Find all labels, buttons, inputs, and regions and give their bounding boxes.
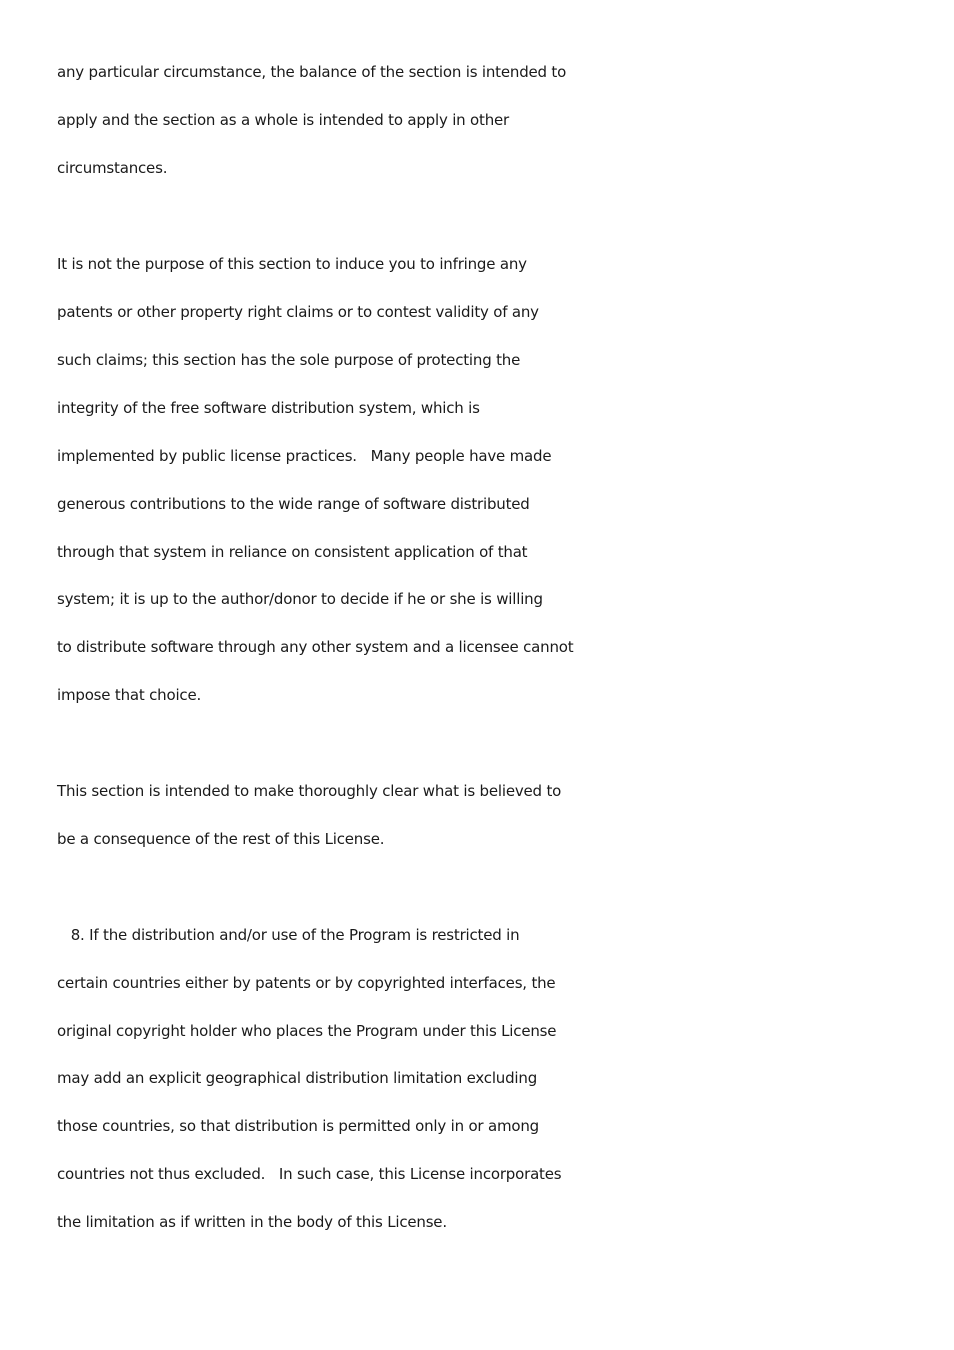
paragraph-line: 8. If the distribution and/or use of the Program is restricted in (57, 926, 520, 944)
paragraph-line: through that system in reliance on consistent application of that (57, 543, 528, 561)
paragraph-line: such claims; this section has the sole purpose of protecting the (57, 351, 521, 369)
paragraph-line: may add an explicit geographical distribution limitation excluding (57, 1069, 538, 1087)
paragraph-line: It is not the purpose of this section to induce you to infringe any (57, 255, 527, 273)
paragraph-line: apply and the section as a whole is intended to apply in other (57, 111, 510, 129)
paragraph-line: implemented by public license practices. Many people have made (57, 447, 552, 465)
paragraph-line: This section is intended to make thoroughly clear what is believed to (57, 782, 562, 800)
paragraph-line: those countries, so that distribution is permitted only in or among (57, 1117, 539, 1135)
paragraph-line: impose that choice. (57, 686, 202, 704)
paragraph-line: be a consequence of the rest of this License. (57, 830, 385, 848)
paragraph-line: patents or other property right claims or to contest validity of any (57, 303, 539, 321)
paragraph-line: any particular circumstance, the balance of the section is intended to (57, 63, 567, 81)
paragraph-line: original copyright holder who places the Program under this License (57, 1022, 557, 1040)
paragraph-line: certain countries either by patents or by copyrighted interfaces, the (57, 974, 556, 992)
paragraph-line: countries not thus excluded. In such case, this License incorporates (57, 1165, 562, 1183)
paragraph-line: to distribute software through any other system and a licensee cannot (57, 638, 574, 656)
paragraph-line: the limitation as if written in the body of this License. (57, 1213, 447, 1231)
paragraph-line: integrity of the free software distribution system, which is (57, 399, 480, 417)
paragraph-line: circumstances. (57, 159, 168, 177)
paragraph-line: generous contributions to the wide range of software distributed (57, 495, 530, 513)
paragraph-line: system; it is up to the author/donor to decide if he or she is willing (57, 590, 543, 608)
